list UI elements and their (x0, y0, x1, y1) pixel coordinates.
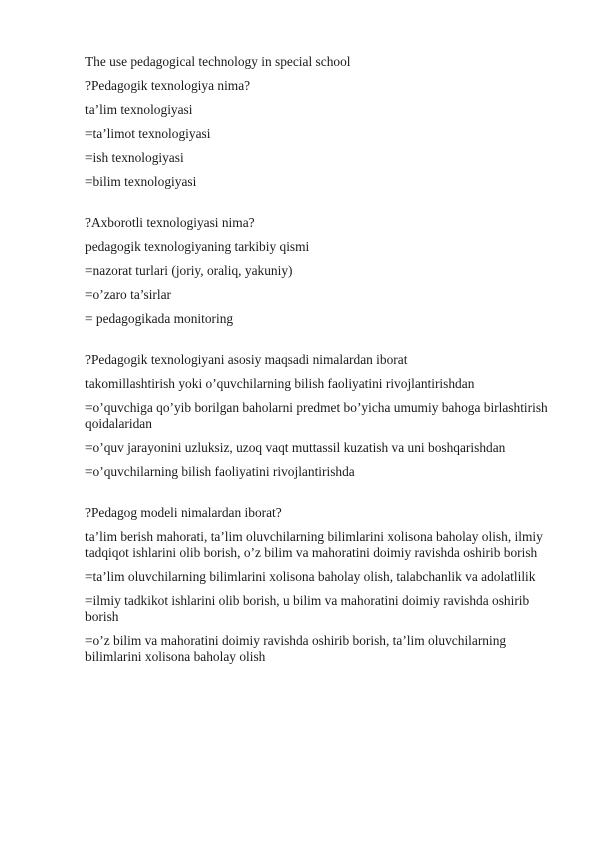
answer-option: =o’quv jarayonini uzluksiz, uzoq vaqt muttassil kuzatish va uni boshqarishdan (85, 440, 506, 455)
question-text: ?Pedagogik texnologiyani asosiy maqsadi nimalardan iborat (85, 352, 408, 367)
document-page (85, 54, 555, 690)
question-text: ?Pedagog modeli nimalardan iborat? (85, 505, 282, 520)
question-text: ?Pedagogik texnologiya nima? (85, 78, 251, 93)
answer-option: ta’lim berish mahorati, ta’lim oluvchilarning bilimlarini xolisona baholay olish, ilmiy tadqiqot ishlarini olib borish, o’z bilim va mahoratini doimiy ravishda oshirib borish (85, 529, 543, 560)
question-block-2 (85, 215, 555, 327)
answer-option: =bilim texnologiyasi (85, 174, 197, 189)
answer-option: =ish texnologiyasi (85, 150, 184, 165)
answer-option: pedagogik texnologiyaning tarkibiy qismi (85, 239, 310, 254)
question-block-3 (85, 352, 555, 480)
answer-option: = pedagogikada monitoring (85, 311, 234, 326)
answer-option: =ilmiy tadkikot ishlarini olib borish, u bilim va mahoratini doimiy ravishda oshirib borish (85, 593, 530, 624)
answer-option: =ta’limot texnologiyasi (85, 126, 211, 141)
answer-option: =o’quvchilarning bilish faoliyatini rivojlantirishda (85, 464, 355, 479)
answer-option: =o’zaro ta’sirlar (85, 287, 171, 302)
answer-option: =ta’lim oluvchilarning bilimlarini xolisona baholay olish, talabchanlik va adolatlilik (85, 569, 536, 584)
answer-option: =o’quvchiga qo’yib borilgan baholarni predmet bo’yicha umumiy bahoga birlashtirish qoidalaridan (85, 400, 548, 431)
answer-option: =nazorat turlari (joriy, oraliq, yakuniy) (85, 263, 293, 278)
answer-option: ta’lim texnologiyasi (85, 102, 193, 117)
document-title: The use pedagogical technology in special school (85, 54, 351, 69)
question-block-1 (85, 78, 555, 190)
question-block-4 (85, 505, 555, 665)
answer-option: takomillashtirish yoki o’quvchilarning bilish faoliyatini rivojlantirishdan (85, 376, 475, 391)
question-text: ?Axborotli texnologiyasi nima? (85, 215, 255, 230)
answer-option: =o’z bilim va mahoratini doimiy ravishda oshirib borish, ta’lim oluvchilarning bilimlarini xolisona baholay olish (85, 633, 507, 664)
